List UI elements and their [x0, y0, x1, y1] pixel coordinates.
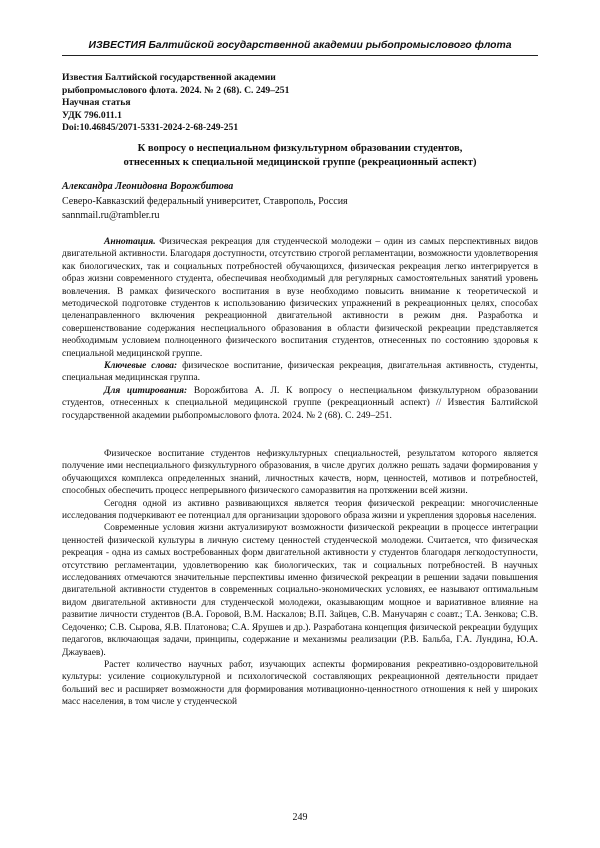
keywords-text: физическое воспитание, физическая рекреация, двигательная активность, студенты, специальная медицинская группа. — [62, 361, 538, 384]
body-paragraph-3: Современные условия жизни актуализируют возможности физической рекреации в процессе интеграции ценностей физической культуры в личную систему ценностей студенческой молодежи. Считается, что физическая рекреация - одна из самых востребованных форм двигательной активности у студентов благодаря легкодоступности, отсутствию регламентации, удовлетворению как биологических, так и социальных потребностей. В научных исследованиях отмечаются значительные перспективы именно физической рекреации в решении задачи повышения двигательной активности студентов в современных социально-экономических условиях, ее называют оптимальным видом двигательной активности для студенческой молодежи, оказывающим мощное и вариативное влияние на развитие личности студентов (В.А. Горовой, В.М. Наскалов; В.П. Зайцев, С.В. Манучарян с соавт.; Т.А. Зенкова; С.В. Седоченко; С.В. Сырова, Я.В. Платонова; С.А. Ярушев и др.). Разработана концепция физической рекреации будущих педагогов, включающая задачи, принципы, содержание и механизмы реализации (Р.В. Бальба, Г.А. Лундина, Ю.А. Джауваев). — [62, 523, 538, 658]
article-title-line-1: К вопросу о неспециальном физкультурном образовании студентов, — [137, 143, 463, 154]
author-block — [62, 180, 538, 224]
journal-running-header: ИЗВЕСТИЯ Балтийской государственной академии рыбопромыслового флота — [62, 40, 538, 56]
page-number: 249 — [292, 812, 308, 823]
article-title — [62, 142, 538, 170]
article-title-line-2: отнесенных к специальной медицинской группе (рекреационный аспект) — [123, 157, 477, 168]
meta-doi: Doi:10.46845/2071-5331-2024-2-68-249-251 — [62, 122, 239, 134]
abstract-label: Аннотация. — [104, 237, 156, 247]
article-body — [62, 448, 538, 709]
keywords-label: Ключевые слова: — [104, 361, 178, 372]
abstract-paragraph — [62, 236, 538, 360]
citation-paragraph — [62, 385, 538, 422]
author-email: sannmail.ru@rambler.ru — [62, 210, 160, 221]
body-paragraph-4: Растет количество научных работ, изучающих аспекты формирования рекреативно-оздоровительной культуры: усиление социокультурной и психологической составляющих рекреационной деятельности придает больший вес и расширяет возможности для формирования мотивационно-ценностного отношения к ней у широких масс населения, в том числе у студенческой — [62, 659, 538, 708]
meta-udc: УДК 796.011.1 — [62, 109, 122, 121]
abstract-block — [62, 236, 538, 422]
citation-label: Для цитирования: — [104, 385, 188, 396]
keywords-paragraph — [62, 360, 538, 385]
body-paragraph-2: Сегодня одной из активно развивающихся является теория физической рекреации: многочисленные исследования подчеркивают ее потенциал для организации здорового образа жизни и укрепления здоровья населения. — [62, 498, 538, 522]
author-name: Александра Леонидовна Ворожбитова — [62, 181, 234, 192]
citation-text: Ворожбитова А. Л. К вопросу о неспециальном физкультурном образовании студентов, отнесенных к специальной медицинской группе (рекреационный аспект) // Известия Балтийской государственной академии рыбопромыслового флота. 2024. № 2 (68). С. 249–251. — [62, 385, 539, 421]
article-meta — [62, 72, 538, 135]
meta-journal-line-1: Известия Балтийской государственной академии — [62, 72, 276, 83]
author-affiliation: Северо-Кавказский федеральный университет, Ставрополь, Россия — [62, 195, 348, 207]
body-paragraph-1: Физическое воспитание студентов нефизкультурных специальностей, результатом которого является получение ими неспециального физкультурного образования, в числе других должно решать задачи формирования у обучающихся комплекса определенных знаний, личностных качеств, норм, ценностей, мотивов и потребностей, способных обеспечить процесс непрерывного физического саморазвития на протяжении всей жизни. — [62, 449, 538, 497]
meta-article-type: Научная статья — [62, 97, 131, 109]
abstract-text: Физическая рекреация для студенческой молодежи – один из самых перспективных видов двигательной активности. Благодаря доступности, отсутствию строгой регламентации, возможности удовлетворения как биологических, так и социальных потребностей обучающихся, физическая рекреация легко интегрируется в образ жизни современного студента, обеспечивая необходимый для регулярных самостоятельных занятий уровень вовлечения. В рамках физического воспитания в вузе необходимо повысить внимание к теоретической и методической подготовке студентов к использованию физических упражнений в рекреационных целях, способах целенаправленного включения рекреационной двигательной активности в режим дня. Разработка и совершенствование содержания неспециального образования в области физической рекреации представляется необходимым условием полноценного физического воспитания студентов, отнесенных по состоянию здоровья к специальной медицинской группе. — [62, 237, 538, 359]
meta-journal-line-2: рыбопромыслового флота. 2024. № 2 (68). С. 249–251 — [62, 84, 290, 96]
